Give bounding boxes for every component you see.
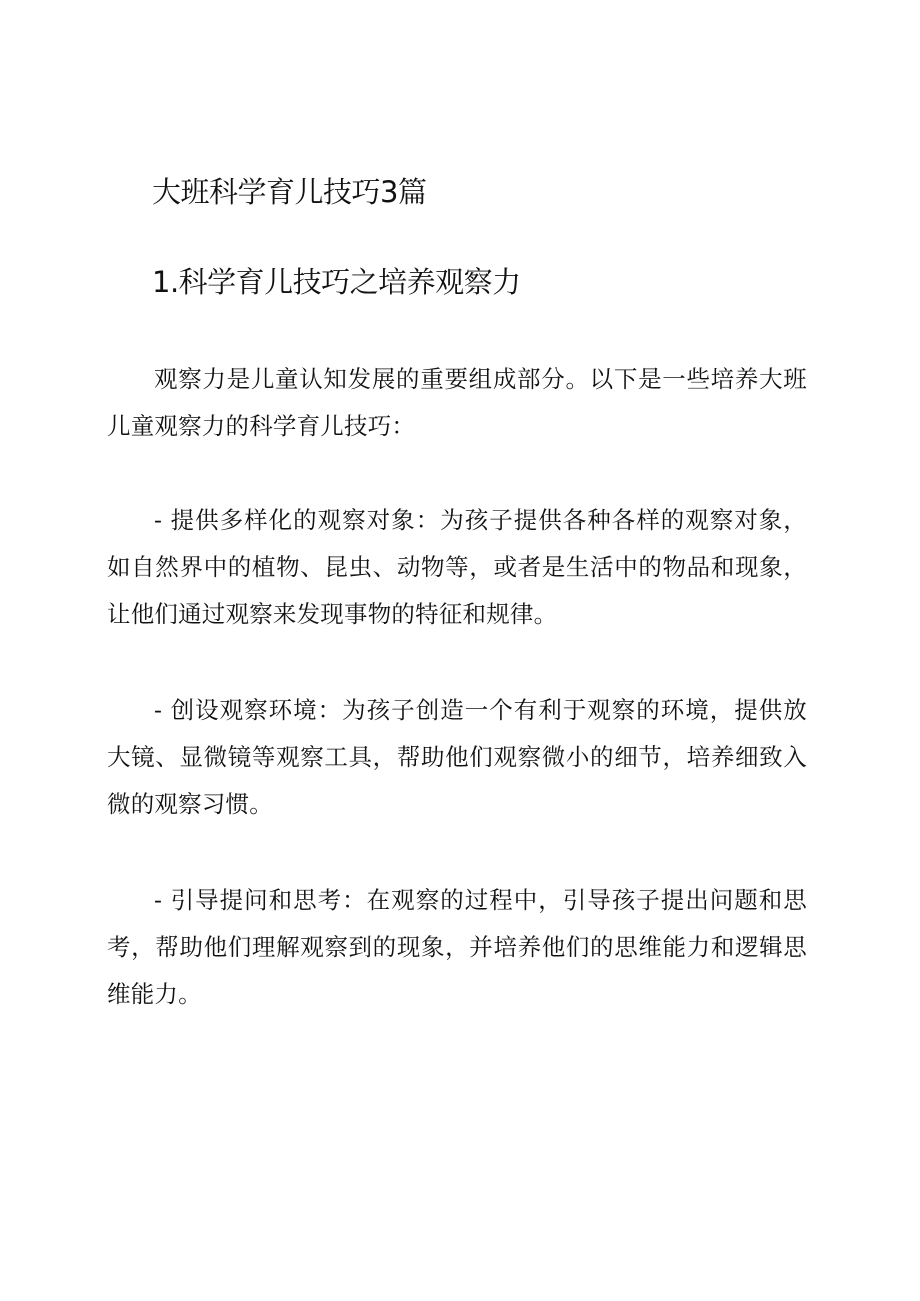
tip-paragraph-environment: - 创设观察环境：为孩子创造一个有利于观察的环境，提供放大镜、显微镜等观察工具，帮助他们观察微小的细节，培养细致入微的观察习惯。 [107, 696, 807, 818]
intro-paragraph: 观察力是儿童认知发展的重要组成部分。以下是一些培养大班儿童观察力的科学育儿技巧： [107, 365, 807, 440]
tip-paragraph-diverse-objects: - 提供多样化的观察对象：为孩子提供各种各样的观察对象，如自然界中的植物、昆虫、动物等，或者是生活中的物品和现象，让他们通过观察来发现事物的特征和规律。 [107, 506, 807, 628]
document-title: 大班科学育儿技巧3篇 [152, 175, 427, 209]
section-title: 1.科学育儿技巧之培养观察力 [152, 265, 521, 299]
tip-paragraph-questions: - 引导提问和思考：在观察的过程中，引导孩子提出问题和思考，帮助他们理解观察到的现象，并培养他们的思维能力和逻辑思维能力。 [107, 886, 807, 1008]
